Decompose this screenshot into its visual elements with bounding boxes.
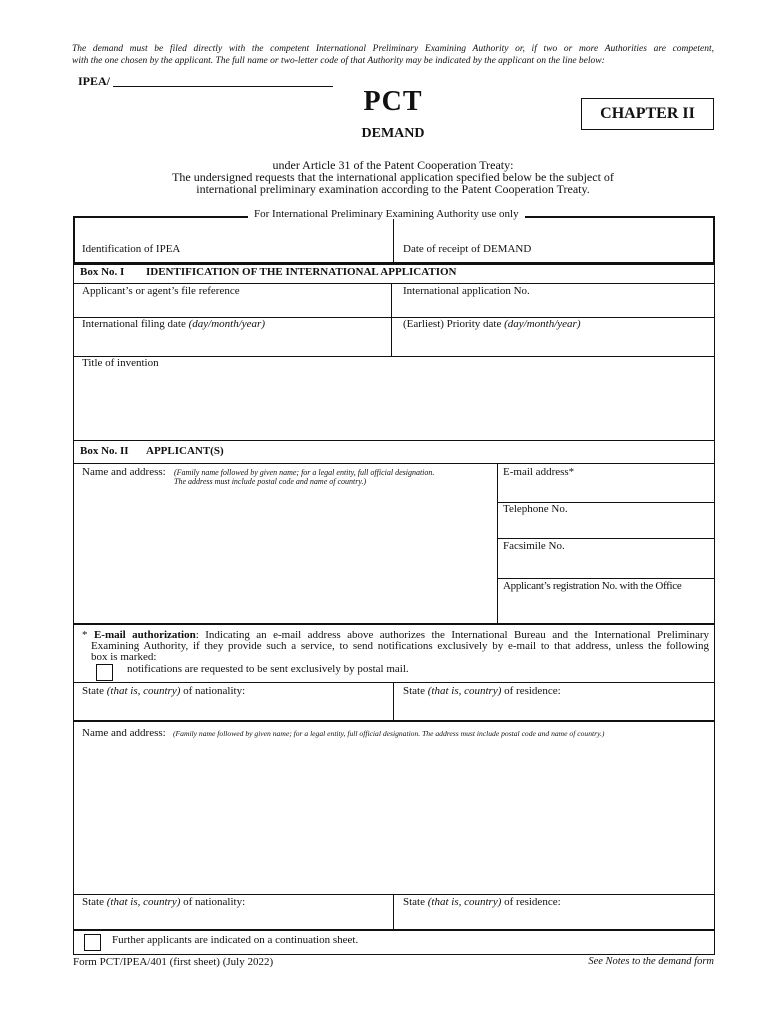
- postal-mail-checkbox[interactable]: [96, 664, 113, 681]
- box1-heading: IDENTIFICATION OF THE INTERNATIONAL APPLICATION: [146, 266, 457, 278]
- box2-number: Box No. II: [80, 445, 129, 457]
- divider: [73, 356, 714, 357]
- divider: [393, 219, 394, 262]
- name-address-note-line2: The address must include postal code and name of country.): [174, 477, 367, 486]
- applicant1-nationality-field[interactable]: [82, 685, 245, 697]
- file-reference-field[interactable]: Applicant’s or agent’s file reference: [82, 285, 240, 297]
- divider: [73, 463, 714, 464]
- notes-reference: See Notes to the demand form: [588, 956, 714, 967]
- priority-date-format: (day/month/year): [504, 318, 581, 330]
- state-label: State: [82, 685, 104, 697]
- applicant1-name-address-field[interactable]: Name and address:: [82, 466, 166, 478]
- divider: [393, 682, 394, 720]
- applicant2-residence-field[interactable]: [403, 896, 561, 908]
- applicant2-name-address-field[interactable]: Name and address:: [82, 727, 166, 739]
- state-paren: (that is, country): [106, 896, 181, 908]
- ipea-identification-field: Identification of IPEA: [82, 243, 181, 255]
- applicant1-residence-field[interactable]: [403, 685, 561, 697]
- filing-date-label: International filing date: [82, 318, 186, 330]
- chapter-badge: CHAPTER II: [581, 98, 714, 130]
- form-subtitle: DEMAND: [361, 126, 425, 141]
- divider: [497, 538, 714, 539]
- nationality-label: of nationality:: [183, 896, 246, 908]
- continuation-sheet-checkbox[interactable]: [84, 934, 101, 951]
- ipea-use-only-box: [73, 216, 715, 264]
- divider: [73, 929, 714, 931]
- email-auth-heading: E-mail authorization: [93, 629, 196, 641]
- demand-receipt-date-field: Date of receipt of DEMAND: [403, 243, 532, 255]
- title-of-invention-field[interactable]: Title of invention: [82, 357, 159, 369]
- telephone-field[interactable]: Telephone No.: [503, 503, 568, 515]
- form-identifier: Form PCT/IPEA/401 (first sheet) (July 2022): [73, 956, 274, 968]
- filing-date-field[interactable]: [82, 318, 265, 330]
- ipea-label: IPEA/: [78, 74, 111, 88]
- email-authorization-line2: Examining Authority, if they provide such a service, to send notifications exclusively by e-mail to that address, unless the following: [91, 640, 709, 652]
- international-application-no-field[interactable]: International application No.: [403, 285, 530, 297]
- filing-date-format: (day/month/year): [188, 318, 265, 330]
- filing-instructions-line2: with the one chosen by the applicant. The full name or two-letter code of that Authority may be indicated by the applicant on the line below:: [72, 56, 605, 66]
- box1-number: Box No. I: [80, 266, 125, 278]
- name-address-note-line1: (Family name followed by given name; for a legal entity, full official designation.: [174, 468, 435, 477]
- request-statement-line2: international preliminary examination according to the Patent Cooperation Treaty.: [196, 182, 590, 196]
- divider: [497, 578, 714, 579]
- name-address-note: (Family name followed by given name; for a legal entity, full official designation. The address must include postal code and name of country.): [173, 729, 605, 738]
- state-label: State: [82, 896, 104, 908]
- divider: [73, 720, 714, 722]
- state-paren: (that is, country): [427, 896, 502, 908]
- ipea-use-only-caption: For International Preliminary Examining Authority use only: [248, 208, 525, 220]
- divider: [73, 623, 714, 625]
- residence-label: of residence:: [504, 896, 561, 908]
- nationality-label: of nationality:: [183, 685, 246, 697]
- filing-instructions-line1: The demand must be filed directly with the competent International Preliminary Examining Authority or, if two or more Authorities are competent,: [72, 44, 714, 54]
- article-reference: under Article 31 of the Patent Cooperation Treaty:: [272, 158, 514, 172]
- box2-heading: APPLICANT(S): [146, 445, 224, 457]
- continuation-sheet-label: Further applicants are indicated on a continuation sheet.: [112, 934, 359, 946]
- request-statement-line1: The undersigned requests that the international application specified below be the subject of: [172, 170, 614, 184]
- state-label: State: [403, 685, 425, 697]
- divider: [73, 283, 714, 284]
- email-address-field[interactable]: E-mail address*: [503, 466, 575, 478]
- registration-no-field[interactable]: Applicant’s registration No. with the Office: [503, 580, 682, 592]
- email-authorization-line3: box is marked:: [91, 651, 157, 663]
- residence-label: of residence:: [504, 685, 561, 697]
- priority-date-label: (Earliest) Priority date: [403, 318, 502, 330]
- divider: [391, 283, 392, 357]
- form-title: PCT: [363, 86, 423, 117]
- state-label: State: [403, 896, 425, 908]
- state-paren: (that is, country): [106, 685, 181, 697]
- applicant2-nationality-field[interactable]: [82, 896, 245, 908]
- divider: [497, 463, 498, 623]
- email-auth-star: *: [82, 629, 88, 641]
- facsimile-field[interactable]: Facsimile No.: [503, 540, 565, 552]
- priority-date-field[interactable]: [403, 318, 580, 330]
- postal-mail-checkbox-label: notifications are requested to be sent exclusively by postal mail.: [127, 663, 409, 675]
- state-paren: (that is, country): [427, 685, 502, 697]
- divider: [73, 440, 714, 441]
- form-main-frame: [73, 264, 715, 955]
- email-auth-text: : Indicating an e-mail address above authorizes the International Bureau and the International Preliminary: [195, 629, 709, 641]
- divider: [393, 894, 394, 929]
